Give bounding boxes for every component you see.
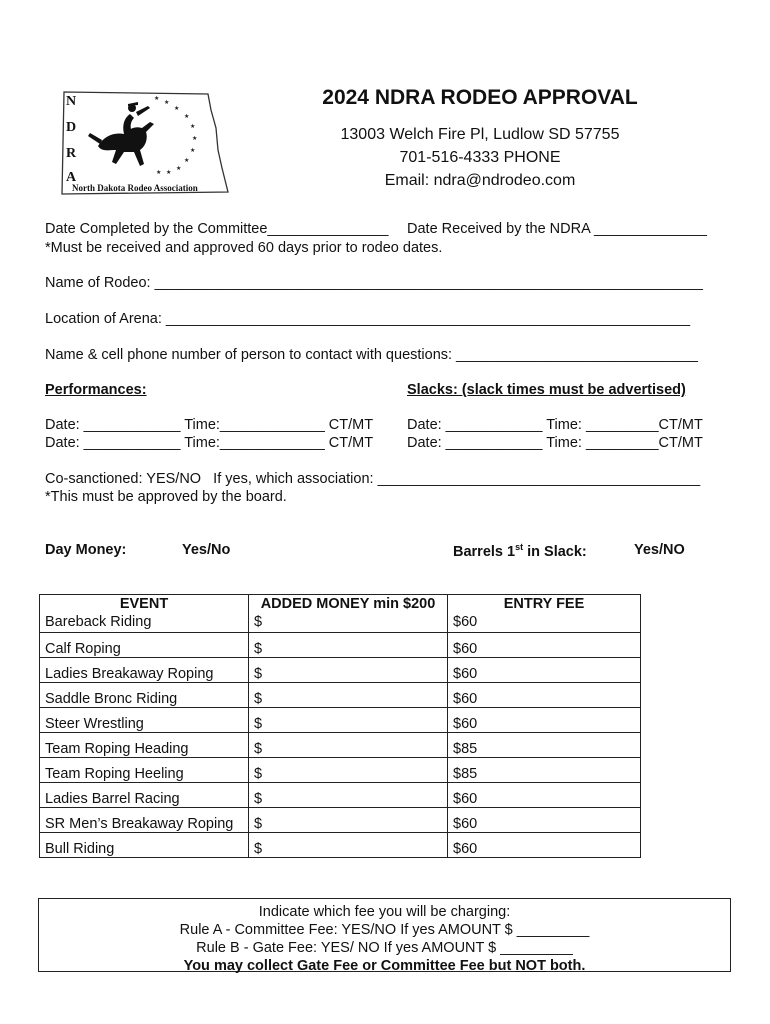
- svg-text:★: ★: [164, 99, 170, 106]
- added-money-cell[interactable]: $: [249, 683, 448, 708]
- svg-text:★: ★: [192, 135, 198, 142]
- north-dakota-map-icon: [58, 88, 230, 196]
- svg-text:★: ★: [154, 95, 160, 102]
- performances-heading: Performances:: [45, 382, 147, 398]
- header-entry-fee: ENTRY FEE: [448, 595, 641, 613]
- day-money-label: Day Money:: [45, 542, 127, 558]
- entry-fee-cell: $85: [448, 758, 641, 783]
- entry-fee-cell: $60: [448, 612, 641, 633]
- barrels-label-text: Barrels 1: [453, 543, 516, 560]
- header-event: EVENT: [40, 595, 249, 613]
- table-row: [40, 733, 641, 758]
- header-added-money: ADDED MONEY min $200: [249, 595, 448, 613]
- logo-letter-a: A: [66, 170, 77, 185]
- table-row: [40, 633, 641, 658]
- rodeo-name-field[interactable]: Name of Rodeo: ____________________________________________________________________: [45, 275, 703, 291]
- table-row: [40, 708, 641, 733]
- svg-text:★: ★: [156, 169, 162, 176]
- event-name: Ladies Barrel Racing: [40, 783, 249, 808]
- entry-fee-cell: $60: [448, 633, 641, 658]
- logo-letter-d: D: [66, 120, 77, 135]
- rule-b-gate-fee[interactable]: Rule B - Gate Fee: YES/ NO If yes AMOUNT $ _________: [196, 940, 573, 956]
- table-row: [40, 683, 641, 708]
- slack-row-1[interactable]: Date: ____________ Time: _________CT/MT: [407, 417, 703, 433]
- table-row: [40, 758, 641, 783]
- fee-selection-box: [38, 898, 731, 972]
- added-money-cell[interactable]: $: [249, 833, 448, 858]
- arena-location-field[interactable]: Location of Arena: _________________________________________________________________: [45, 311, 691, 327]
- slack-row-2[interactable]: Date: ____________ Time: _________CT/MT: [407, 435, 703, 451]
- svg-text:★: ★: [184, 157, 190, 164]
- entry-fee-cell: $60: [448, 833, 641, 858]
- event-name: Bareback Riding: [40, 612, 249, 633]
- event-name: Calf Roping: [40, 633, 249, 658]
- address: 13003 Welch Fire Pl, Ludlow SD 57755: [340, 126, 620, 143]
- entry-fee-cell: $85: [448, 733, 641, 758]
- barrels-label-tail: in Slack:: [523, 543, 587, 560]
- event-name: SR Men’s Breakaway Roping: [40, 808, 249, 833]
- table-row: [40, 783, 641, 808]
- entry-fee-cell: $60: [448, 783, 641, 808]
- cosanctioned-field[interactable]: Co-sanctioned: YES/NO If yes, which association: ________________________________________: [45, 471, 701, 487]
- added-money-cell[interactable]: $: [249, 612, 448, 633]
- added-money-cell[interactable]: $: [249, 758, 448, 783]
- date-received-field[interactable]: Date Received by the NDRA ______________: [407, 221, 707, 237]
- entry-fee-cell: $60: [448, 658, 641, 683]
- page-title: 2024 NDRA RODEO APPROVAL: [322, 86, 638, 109]
- added-money-cell[interactable]: $: [249, 633, 448, 658]
- added-money-cell[interactable]: $: [249, 733, 448, 758]
- performance-row-1[interactable]: Date: ____________ Time:_____________ CT/MT: [45, 417, 374, 433]
- barrels-superscript: st: [515, 542, 524, 552]
- added-money-cell[interactable]: $: [249, 658, 448, 683]
- entry-fee-cell: $60: [448, 808, 641, 833]
- logo-caption: North Dakota Rodeo Association: [72, 183, 198, 193]
- date-completed-field[interactable]: Date Completed by the Committee_______________: [45, 221, 389, 237]
- table-row: [40, 808, 641, 833]
- logo-letter-r: R: [66, 146, 77, 161]
- table-row: [40, 658, 641, 683]
- added-money-cell[interactable]: $: [249, 783, 448, 808]
- table-row: [40, 833, 641, 858]
- table-header-row: [40, 595, 641, 613]
- events-table: [39, 594, 641, 858]
- entry-fee-cell: $60: [448, 708, 641, 733]
- day-money-value[interactable]: Yes/No: [182, 542, 231, 558]
- barrels-slack-value[interactable]: Yes/NO: [634, 542, 685, 558]
- email: Email: ndra@ndrodeo.com: [384, 172, 576, 189]
- svg-text:★: ★: [190, 123, 196, 130]
- event-name: Bull Riding: [40, 833, 249, 858]
- event-name: Steer Wrestling: [40, 708, 249, 733]
- logo-letter-n: N: [66, 94, 77, 109]
- table-row: [40, 612, 641, 633]
- svg-text:★: ★: [184, 113, 190, 120]
- event-name: Ladies Breakaway Roping: [40, 658, 249, 683]
- svg-text:★: ★: [174, 105, 180, 112]
- svg-text:★: ★: [166, 169, 172, 176]
- svg-text:★: ★: [190, 147, 196, 154]
- fee-warning-post: both.: [545, 958, 586, 974]
- performance-row-2[interactable]: Date: ____________ Time:_____________ CT/MT: [45, 435, 374, 451]
- added-money-cell[interactable]: $: [249, 808, 448, 833]
- event-name: Team Roping Heading: [40, 733, 249, 758]
- fee-warning: [39, 957, 730, 975]
- svg-text:★: ★: [176, 165, 182, 172]
- fee-instruction: Indicate which fee you will be charging:: [258, 904, 511, 920]
- fee-warning-not: NOT: [515, 958, 546, 974]
- barrels-slack-label: [453, 542, 587, 560]
- entry-fee-cell: $60: [448, 683, 641, 708]
- event-name: Saddle Bronc Riding: [40, 683, 249, 708]
- phone: 701-516-4333 PHONE: [399, 149, 561, 166]
- ndra-logo: [58, 88, 230, 196]
- event-name: Team Roping Heeling: [40, 758, 249, 783]
- contact-field[interactable]: Name & cell phone number of person to contact with questions: ______________________________: [45, 347, 698, 363]
- fee-warning-pre: You may collect Gate Fee or Committee Fee but: [183, 958, 516, 974]
- rule-a-committee-fee[interactable]: Rule A - Committee Fee: YES/NO If yes AMOUNT $ _________: [179, 922, 590, 938]
- board-approval-note: *This must be approved by the board.: [45, 489, 287, 505]
- sixty-day-note: *Must be received and approved 60 days prior to rodeo dates.: [45, 240, 443, 256]
- slacks-heading: Slacks: (slack times must be advertised): [407, 382, 686, 398]
- added-money-cell[interactable]: $: [249, 708, 448, 733]
